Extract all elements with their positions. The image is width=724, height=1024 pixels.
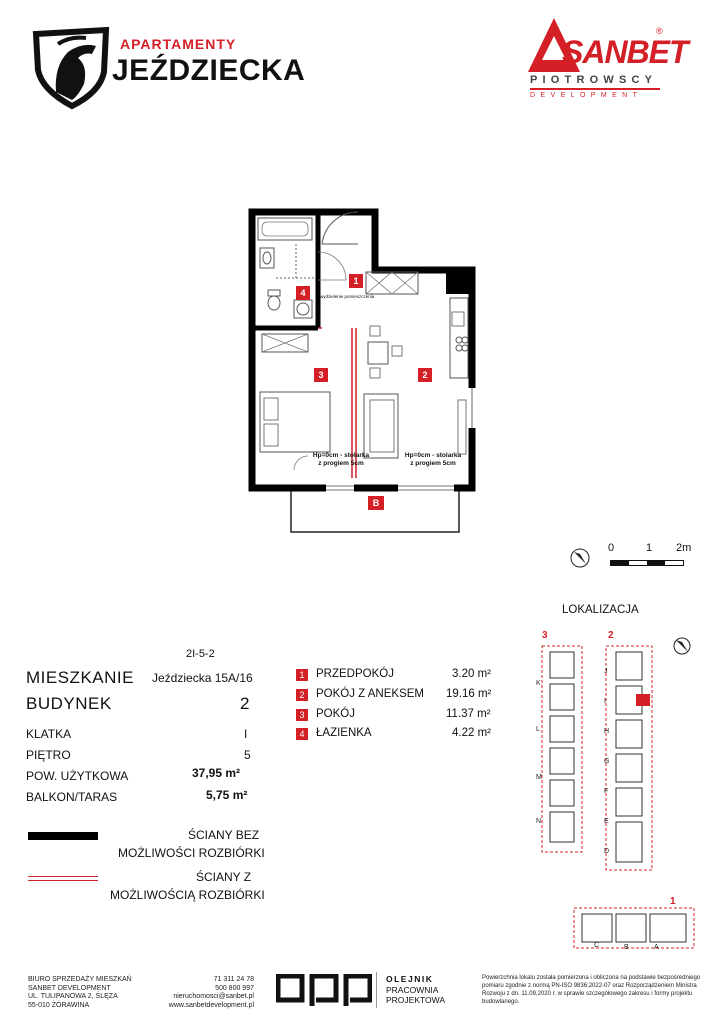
pow-value: 37,95 m²	[192, 766, 241, 780]
room-list	[296, 668, 506, 748]
unit-code: 2I-5-2	[186, 648, 215, 660]
klatka-label: KLATKA	[26, 727, 72, 741]
hall-wardrobe	[366, 272, 418, 294]
legend-fixed-walls-line2: MOŻLIWOŚCI ROZBIÓRKI	[118, 846, 265, 860]
legend-fixed-walls-line1: ŚCIANY BEZ	[188, 828, 260, 842]
footer-office	[28, 976, 138, 1010]
unit-location-marker	[636, 694, 650, 706]
room-number-3: 3	[314, 368, 328, 382]
room-list-area-2: 19.16 m²	[446, 688, 492, 700]
legend-removable-walls-swatch	[28, 876, 98, 881]
stair-j: J	[604, 668, 608, 675]
unit-address: Jeździecka 15A/16	[152, 671, 253, 685]
door-note-left	[306, 452, 376, 468]
entrance-door	[322, 212, 358, 244]
ventilation-note: wydzielenie pomieszczenia	[320, 294, 375, 299]
opp-logo-icon	[276, 974, 372, 1008]
scale-tick-2: 2m	[676, 542, 692, 554]
stair-f: F	[604, 788, 609, 795]
legend-fixed-walls-swatch	[28, 832, 98, 840]
room-list-num-1: 1	[296, 669, 308, 681]
footer-office-line1: BIURO SPRZEDAŻY MIESZKAŃ	[28, 976, 132, 983]
opp-logo	[276, 974, 372, 1008]
registered-mark: ®	[656, 26, 663, 36]
sofa	[364, 394, 398, 458]
room-list-area-4: 4.22 m²	[452, 727, 491, 739]
scale-tick-1: 1	[646, 542, 653, 554]
footer-web[interactable]: www.sanbetdevelopment.pl	[168, 1001, 254, 1009]
room-list-num-3: 3	[296, 709, 308, 721]
stair-d: D	[604, 848, 610, 855]
stair-l: L	[536, 726, 540, 733]
scale-tick-0: 0	[608, 542, 615, 554]
footer-office-line3: UL. TULIPANOWA 2, ŚLĘZA	[28, 993, 118, 1000]
room-list-name-3: POKÓJ	[316, 708, 355, 720]
stair-c: C	[594, 942, 600, 949]
scale-bar-group	[568, 542, 698, 576]
balkon-value: 5,75 m²	[206, 788, 248, 802]
footer-email[interactable]: nieruchomosci@sanbet.pl	[173, 993, 254, 1000]
stair-b: B	[624, 944, 629, 951]
stair-m: M	[536, 774, 542, 781]
building-3-outline	[542, 646, 582, 852]
bed	[260, 392, 330, 452]
sanbet-logo	[528, 18, 688, 108]
developer-name: SANBET	[562, 34, 688, 70]
room-list-num-4: 4	[296, 728, 308, 740]
door-note-left-line2: z progiem 5cm	[318, 460, 364, 467]
room-list-name-2: POKÓJ Z ANEKSEM	[316, 688, 424, 700]
bathtub	[258, 218, 312, 240]
outer-wall	[252, 212, 472, 488]
site-plan-drawing	[520, 622, 710, 952]
footer-contact	[154, 976, 254, 1010]
budynek-value: 2	[240, 694, 250, 713]
stair-g: G	[604, 758, 610, 765]
footer-disclaimer: Powierzchnia lokalu została pomierzona i obliczona na podstawie bezpośredniego pomiaru zgodnie z normą PN-ISO 9836:2022-07 oraz Rozporządzeniem Ministra Rozwoju z dn. 11.09.2020 r. w sprawie szczegółowego zakresu i formy projektu budowlanego.	[482, 975, 701, 1005]
opp-text-line2: PRACOWNIA	[386, 984, 439, 995]
location-map	[520, 622, 710, 952]
door-note-right-line2: z progiem 5cm	[410, 460, 456, 467]
compass-icon	[568, 546, 592, 570]
footer-office-line2: SANBET DEVELOPMENT	[28, 984, 111, 992]
mieszkanie-label: MIESZKANIE	[26, 668, 134, 687]
building-2-label: 2	[608, 630, 614, 641]
balcony-tag: B	[368, 496, 384, 510]
jezdziecka-logo	[28, 26, 328, 110]
room-list-name-4: ŁAZIENKA	[316, 727, 372, 739]
door-note-right	[398, 452, 468, 468]
location-title: LOKALIZACJA	[562, 604, 639, 616]
door-note-right-line1: Hp=0cm - stolarka	[404, 452, 462, 459]
kitchen-counter	[450, 298, 468, 378]
room-number-4: 4	[296, 286, 310, 300]
floor-plan	[248, 208, 476, 534]
dining-table	[368, 342, 388, 364]
stair-n: N	[536, 818, 542, 825]
room-list-num-2: 2	[296, 689, 308, 701]
building-1-label: 1	[670, 896, 676, 907]
legend-removable-walls-line1: ŚCIANY Z	[196, 870, 252, 884]
stair-e: E	[604, 818, 609, 825]
developer-divider	[530, 88, 660, 90]
room-number-2: 2	[418, 368, 432, 382]
scale-bar	[610, 560, 684, 566]
stair-k: K	[536, 680, 541, 687]
floor-plan-drawing	[248, 208, 476, 534]
opp-text-line1: OLEJNIK	[386, 974, 434, 984]
room-list-area-3: 11.37 m²	[446, 708, 491, 720]
room-list-name-1: PRZEDPOKÓJ	[316, 668, 394, 680]
developer-sub1: PIOTROWSCY	[530, 74, 658, 86]
footer-phone-1: 71 311 24 78	[213, 976, 254, 983]
opp-divider	[376, 972, 377, 1008]
footer-office-line4: 55-010 ŻÓRAWINA	[28, 1001, 90, 1009]
footer-phone-2: 500 800 997	[215, 984, 254, 992]
budynek-label: BUDYNEK	[26, 694, 112, 713]
pietro-value: 5	[244, 748, 251, 762]
building-3-label: 3	[542, 630, 548, 641]
logo-main-text: JEŹDZIECKA	[112, 54, 306, 87]
room-list-area-1: 3.20 m²	[452, 668, 491, 680]
horse-shield-icon	[28, 26, 118, 110]
room-number-1: 1	[349, 274, 363, 288]
opp-text-line3: PROJEKTOWA	[386, 995, 446, 1005]
door-note-left-line1: Hp=0cm - stolarka	[312, 452, 370, 459]
opp-text	[386, 974, 445, 1006]
balkon-label: BALKON/TARAS	[26, 790, 118, 804]
pow-label: POW. UŻYTKOWA	[26, 769, 129, 783]
legend-removable-walls-line2: MOŻLIWOŚCIĄ ROZBIÓRKI	[110, 888, 265, 902]
location-compass-icon	[672, 636, 692, 656]
developer-sub2: DEVELOPMENT	[530, 92, 643, 99]
klatka-value: I	[244, 727, 248, 741]
logo-top-text: APARTAMENTY	[120, 36, 237, 52]
stair-i: I	[604, 698, 606, 705]
stair-a: A	[654, 944, 659, 951]
stair-h: H	[604, 728, 610, 735]
pietro-label: PIĘTRO	[26, 748, 71, 762]
